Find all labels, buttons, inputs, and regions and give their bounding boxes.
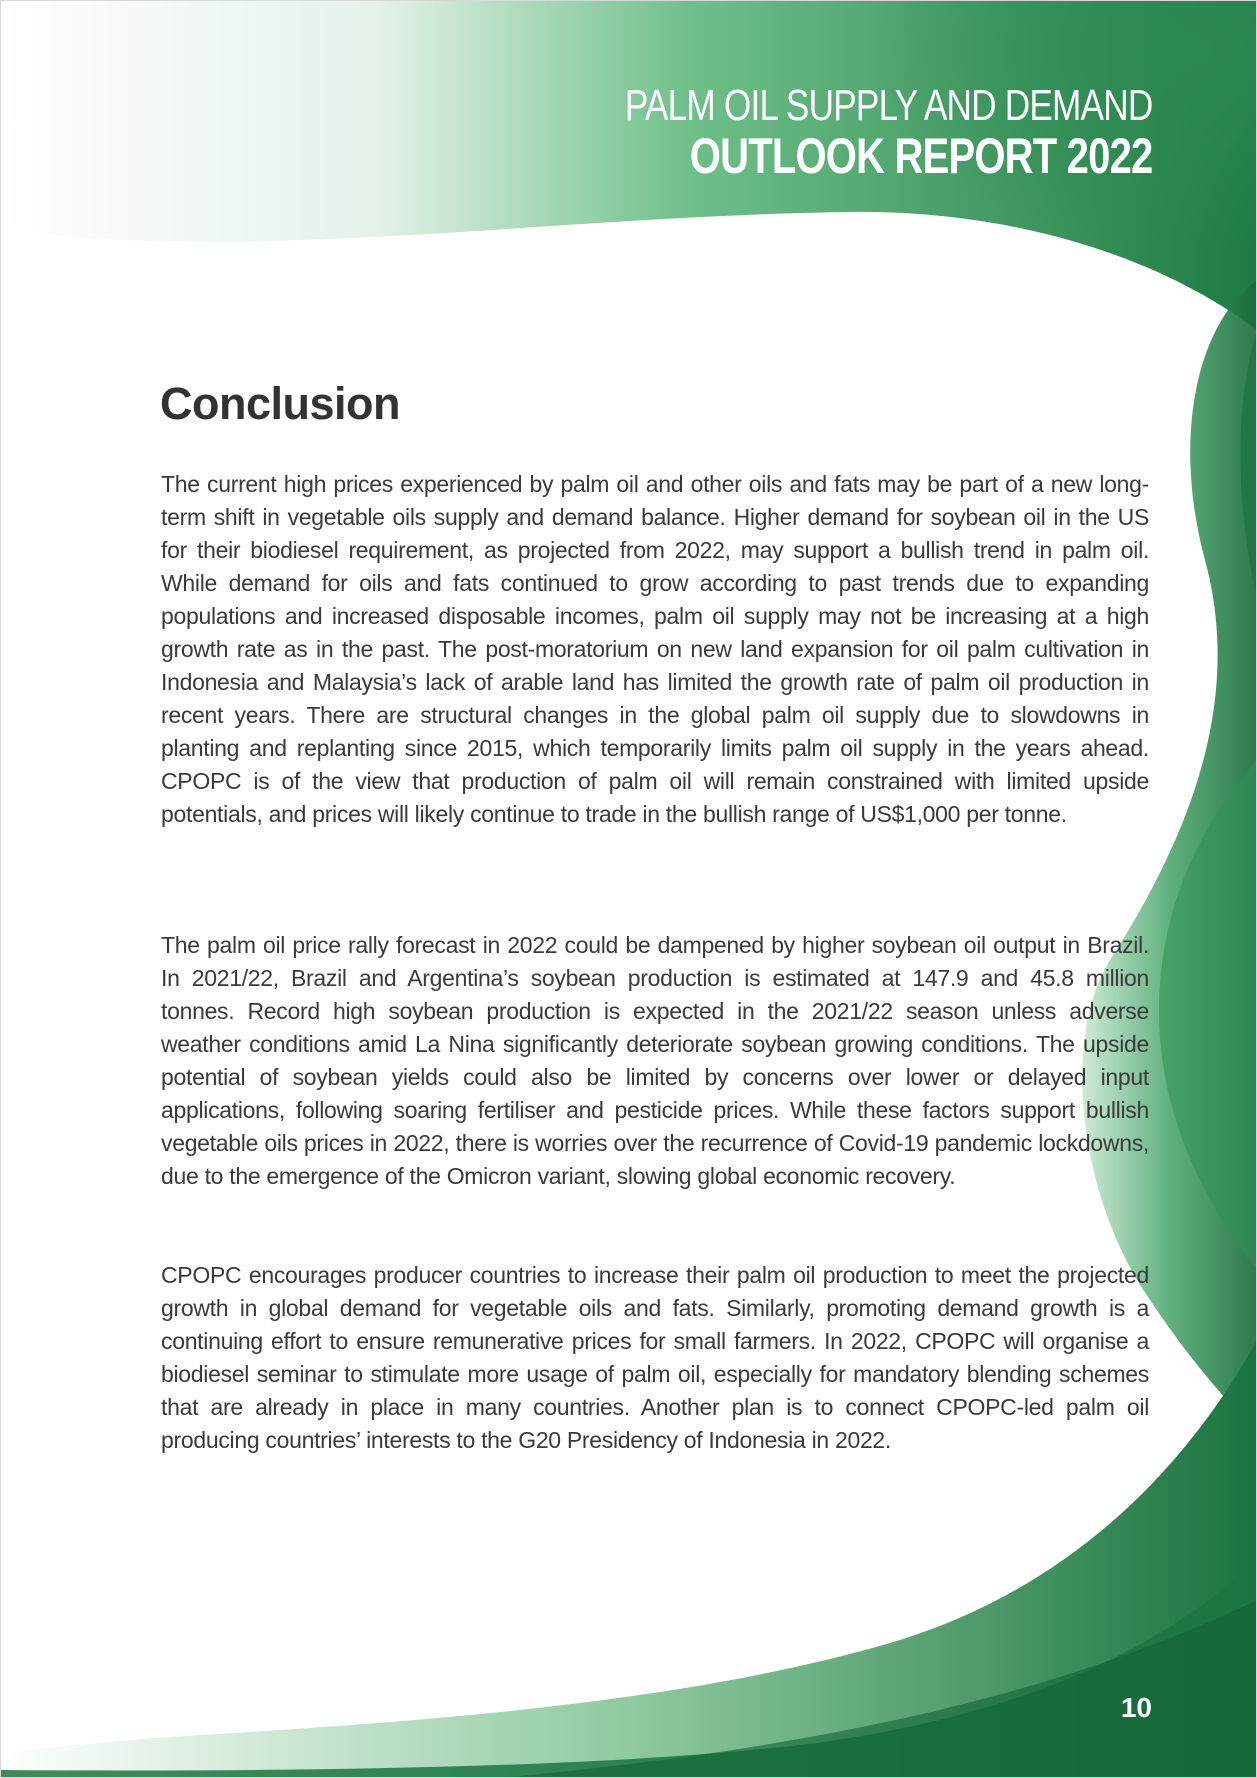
report-header — [493, 82, 1152, 182]
section-title: Conclusion — [160, 378, 400, 429]
paragraph-2: The palm oil price rally forecast in 2022 could be dampened by higher soybean oil output in Brazil. In 2021/22, Brazil and Argentina’s soybean production is estimated at 147.9 and 45.8 million tonnes. Record high soybean production is expected in the 2021/22 season unless adverse weather conditions amid La Nina significantly deteriorate soybean growing conditions. The upside potential of soybean yields could also be limited by concerns over lower or delayed input applications, following soaring fertiliser and pesticide prices. While these factors support bullish vegetable oils prices in 2022, there is worries over the recurrence of Covid-19 pandemic lockdowns, due to the emergence of the Omicron variant, slowing global economic recovery. — [161, 932, 1149, 1189]
page-number: 10 — [1120, 1692, 1152, 1723]
paragraph-3: CPOPC encourages producer countries to increase their palm oil production to meet the projected growth in global demand for vegetable oils and fats. Similarly, promoting demand growth is a continuing effort to ensure remunerative prices for small farmers. In 2022, CPOPC will organise a biodiesel seminar to stimulate more usage of palm oil, especially for mandatory blending schemes that are already in place in many countries. Another plan is to connect CPOPC-led palm oil producing countries’ interests to the G20 Presidency of Indonesia in 2022. — [161, 1262, 1149, 1453]
report-title-line-2: OUTLOOK REPORT 2022 — [689, 128, 1152, 184]
paragraph-1: The current high prices experienced by palm oil and other oils and fats may be part of a new long-term shift in vegetable oils supply and demand balance. Higher demand for soybean oil in the US for their biodiesel requirement, as projected from 2022, may support a bullish trend in palm oil. While demand for oils and fats continued to grow according to past trends due to expanding populations and increased disposable incomes, palm oil supply may not be increasing at a high growth rate as in the past. The post-moratorium on new land expansion for oil palm cultivation in Indonesia and Malaysia’s lack of arable land has limited the growth rate of palm oil production in recent years. There are structural changes in the global palm oil supply due to slowdowns in planting and replanting since 2015, which temporarily limits palm oil supply in the years ahead. CPOPC is of the view that production of palm oil will remain constrained with limited upside potentials, and prices will likely continue to trade in the bullish range of US$1,000 per tonne. — [161, 471, 1149, 827]
report-title-line-1: PALM OIL SUPPLY AND DEMAND — [624, 81, 1152, 130]
